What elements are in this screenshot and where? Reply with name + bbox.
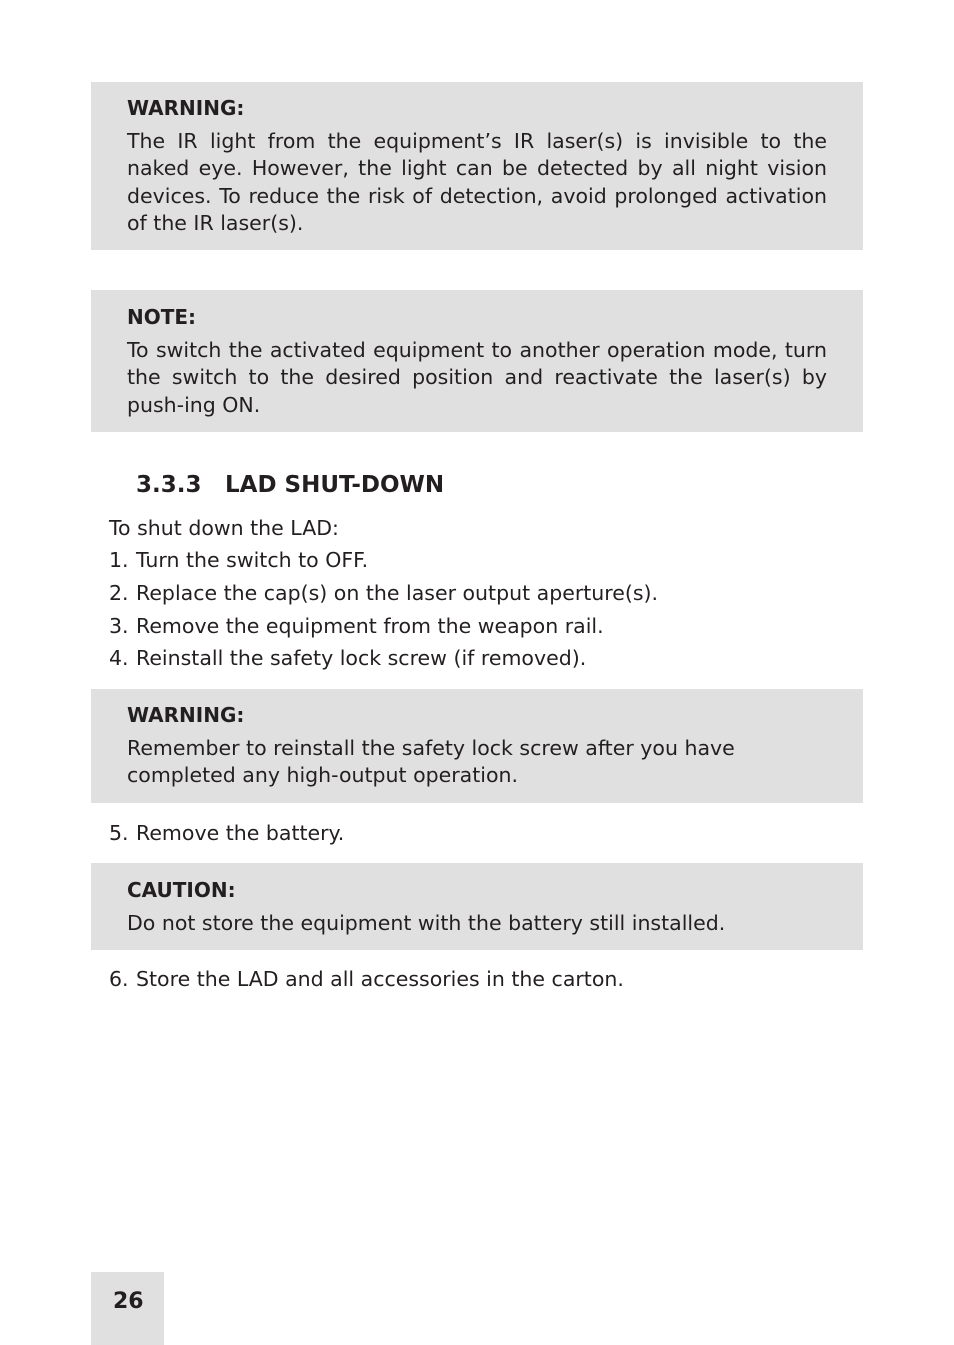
list-item [109,612,604,640]
section-title: LAD SHUT-DOWN [225,472,445,498]
page-number-tab [91,1272,164,1345]
intro-text: To shut down the LAD: [109,516,339,540]
step-text: Reinstall the safety lock screw (if removed). [136,646,587,670]
step-text: Turn the switch to OFF. [136,548,369,572]
note-title: NOTE: [127,305,197,329]
step-text: Remove the battery. [136,821,345,845]
step-number: 5. [109,821,129,845]
warning-text: Remember to reinstall the safety lock screw after you have completed any high-output operation. [127,736,735,788]
step-text: Remove the equipment from the weapon rail. [136,614,604,638]
warning-box [91,82,863,250]
list-item [109,644,586,672]
warning-title: WARNING: [127,96,245,120]
warning-title: WARNING: [127,703,245,727]
step-number: 2. [109,581,129,605]
caution-text: Do not store the equipment with the battery still installed. [127,911,726,935]
caution-box [91,863,863,950]
list-item [109,546,368,574]
step-number: 6. [109,967,129,991]
warning-box [91,689,863,803]
step-number: 4. [109,646,129,670]
page-number: 26 [113,1289,144,1314]
step-text: Replace the cap(s) on the laser output aperture(s). [136,581,659,605]
step-number: 1. [109,548,129,572]
note-box [91,290,863,432]
warning-text: The IR light from the equipment’s IR laser(s) is invisible to the naked eye. However, the light can be detected by all night vision devices. To reduce the risk of detection, avoid prolonged activation of the IR laser(s). [127,129,827,235]
step-number: 3. [109,614,129,638]
caution-title: CAUTION: [127,878,236,902]
note-text: To switch the activated equipment to another operation mode, turn the switch to the desired position and reactivate the laser(s) by push-ing ON. [127,338,827,417]
step-text: Store the LAD and all accessories in the carton. [136,967,624,991]
list-item [109,579,658,607]
section-heading [136,469,444,501]
list-item [109,965,624,993]
list-item [109,819,344,847]
section-number: 3.3.3 [136,472,202,498]
